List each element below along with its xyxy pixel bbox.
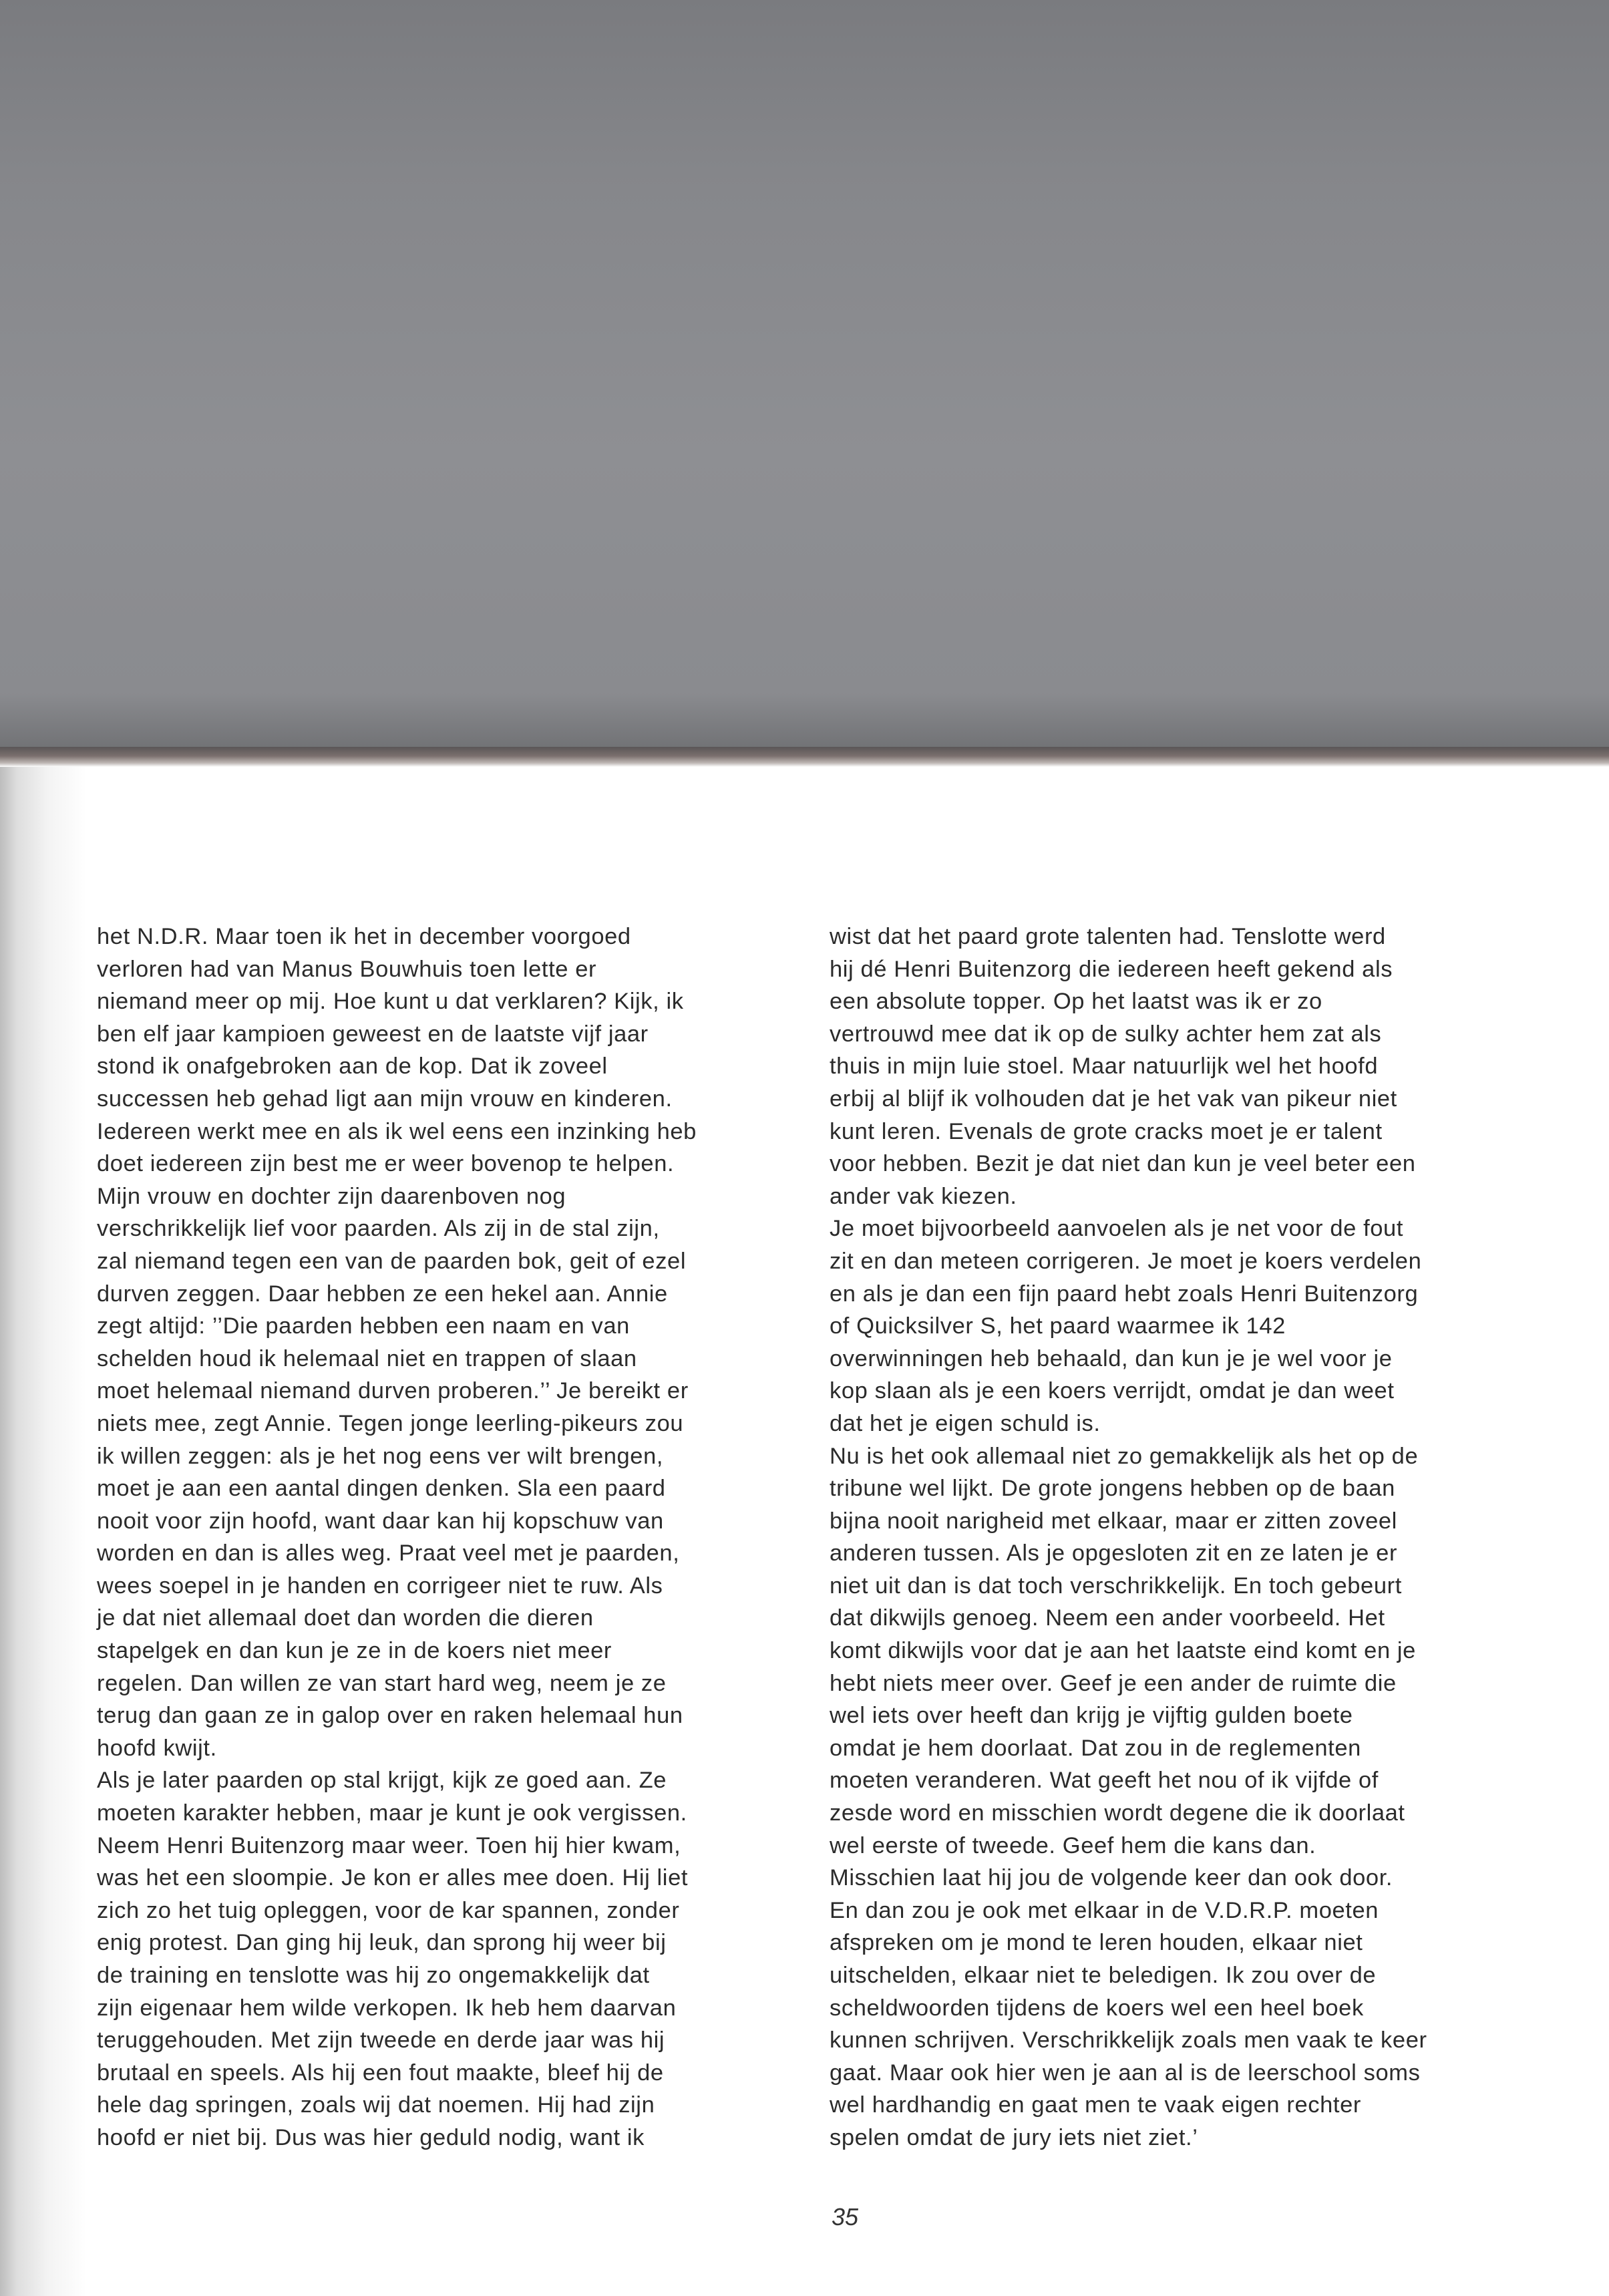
- right-text-column: [830, 921, 1517, 2154]
- text-line: kop slaan als je een koers verrijdt, omdat je dan weet: [830, 1378, 1395, 1404]
- text-line: dat het je eigen schuld is.: [830, 1410, 1101, 1436]
- text-line: erbij al blijf ik volhouden dat je het vak van pikeur niet: [830, 1086, 1397, 1112]
- text-line: En dan zou je ook met elkaar in de V.D.R.P. moeten: [830, 1897, 1379, 1923]
- text-line: voor hebben. Bezit je dat niet dan kun je veel beter een: [830, 1151, 1416, 1177]
- text-line: zal niemand tegen een van de paarden bok, geit of ezel: [97, 1248, 687, 1274]
- text-line: moeten veranderen. Wat geeft het nou of ik vijfde of: [830, 1768, 1379, 1794]
- text-line: wees soepel in je handen en corrigeer niet te ruw. Als: [97, 1573, 663, 1599]
- text-line: stapelgek en dan kun je ze in de koers niet meer: [97, 1638, 612, 1664]
- page-number: 35: [832, 2203, 859, 2231]
- text-line: Mijn vrouw en dochter zijn daarenboven nog: [97, 1183, 566, 1209]
- text-line: zesde word en misschien wordt degene die ik doorlaat: [830, 1800, 1405, 1826]
- text-line: gaat. Maar ook hier wen je aan al is de leerschool soms: [830, 2060, 1421, 2086]
- text-line: Misschien laat hij jou de volgende keer dan ook door.: [830, 1865, 1393, 1891]
- text-line: moet je aan een aantal dingen denken. Sla een paard: [97, 1476, 666, 1502]
- text-line: wist dat het paard grote talenten had. Tenslotte werd: [830, 924, 1386, 949]
- text-line: kunt leren. Evenals de grote cracks moet je er talent: [830, 1118, 1383, 1144]
- text-line: anderen tussen. Als je opgesloten zit en ze laten je er: [830, 1540, 1398, 1567]
- text-line: ander vak kiezen.: [830, 1183, 1017, 1209]
- text-line: of Quicksilver S, het paard waarmee ik 142: [830, 1313, 1286, 1339]
- text-line: teruggehouden. Met zijn tweede en derde jaar was hij: [97, 2027, 665, 2054]
- text-line: terug dan gaan ze in galop over en raken helemaal hun: [97, 1703, 683, 1729]
- text-line: schelden houd ik helemaal niet en trappen of slaan: [97, 1345, 637, 1371]
- photo-area: [0, 0, 1609, 754]
- text-line: Iedereen werkt mee en als ik wel eens een inzinking heb: [97, 1118, 697, 1144]
- photo-bottom-edge: [0, 747, 1609, 767]
- text-line: omdat je hem doorlaat. Dat zou in de reglementen: [830, 1735, 1361, 1761]
- text-line: verschrikkelijk lief voor paarden. Als zij in de stal zijn,: [97, 1216, 660, 1242]
- text-line: spelen omdat de jury iets niet ziet.’: [830, 2124, 1198, 2150]
- text-line: niet uit dan is dat toch verschrikkelijk. En toch gebeurt: [830, 1573, 1402, 1599]
- text-line: hele dag springen, zoals wij dat noemen. Hij had zijn: [97, 2092, 655, 2118]
- text-line: hoofd kwijt.: [97, 1735, 217, 1761]
- text-line: Neem Henri Buitenzorg maar weer. Toen hij hier kwam,: [97, 1832, 681, 1858]
- text-line: uitschelden, elkaar niet te beledigen. Ik zou over de: [830, 1963, 1377, 1988]
- text-line: Nu is het ook allemaal niet zo gemakkelijk als het op de: [830, 1443, 1419, 1469]
- text-line: hij dé Henri Buitenzorg die iedereen heeft gekend als: [830, 956, 1393, 982]
- text-line: hoofd er niet bij. Dus was hier geduld nodig, want ik: [97, 2124, 645, 2150]
- text-line: ben elf jaar kampioen geweest en de laatste vijf jaar: [97, 1021, 649, 1047]
- text-line: Als je later paarden op stal krijgt, kijk ze goed aan. Ze: [97, 1768, 667, 1794]
- text-line: worden en dan is alles weg. Praat veel met je paarden,: [97, 1540, 680, 1567]
- left-text-column: [97, 921, 785, 2154]
- text-line: en als je dan een fijn paard hebt zoals Henri Buitenzorg: [830, 1281, 1419, 1307]
- text-line: wel eerste of tweede. Geef hem die kans dan.: [830, 1832, 1316, 1858]
- text-line: je dat niet allemaal doet dan worden die dieren: [97, 1605, 594, 1631]
- text-line: scheldwoorden tijdens de koers wel een heel boek: [830, 1995, 1364, 2021]
- text-line: zit en dan meteen corrigeren. Je moet je koers verdelen: [830, 1248, 1422, 1274]
- text-line: moeten karakter hebben, maar je kunt je ook vergissen.: [97, 1800, 687, 1826]
- text-line: de training en tenslotte was hij zo ongemakkelijk dat: [97, 1963, 650, 1988]
- text-line: thuis in mijn luie stoel. Maar natuurlijk wel het hoofd: [830, 1053, 1379, 1080]
- binding-shadow: [0, 767, 87, 2296]
- text-line: nooit voor zijn hoofd, want daar kan hij kopschuw van: [97, 1508, 664, 1534]
- text-line: komt dikwijls voor dat je aan het laatste eind komt en je: [830, 1638, 1416, 1664]
- text-line: hebt niets meer over. Geef je een ander de ruimte die: [830, 1670, 1397, 1696]
- text-line: zich zo het tuig opleggen, voor de kar spannen, zonder: [97, 1897, 680, 1923]
- text-line: bijna nooit narigheid met elkaar, maar er zitten zoveel: [830, 1508, 1397, 1534]
- text-line: tribune wel lijkt. De grote jongens hebben op de baan: [830, 1476, 1395, 1502]
- text-line: niemand meer op mij. Hoe kunt u dat verklaren? Kijk, ik: [97, 989, 684, 1015]
- text-line: regelen. Dan willen ze van start hard weg, neem je ze: [97, 1670, 667, 1696]
- text-line: ik willen zeggen: als je het nog eens ver wilt brengen,: [97, 1443, 664, 1469]
- text-line: overwinningen heb behaald, dan kun je je wel voor je: [830, 1345, 1393, 1371]
- text-line: Je moet bijvoorbeeld aanvoelen als je net voor de fout: [830, 1216, 1404, 1242]
- text-line: een absolute topper. Op het laatst was ik er zo: [830, 989, 1322, 1015]
- text-line: enig protest. Dan ging hij leuk, dan sprong hij weer bij: [97, 1930, 667, 1956]
- text-line: doet iedereen zijn best me er weer bovenop te helpen.: [97, 1151, 675, 1177]
- text-line: verloren had van Manus Bouwhuis toen lette er: [97, 956, 597, 982]
- text-line: vertrouwd mee dat ik op de sulky achter hem zat als: [830, 1021, 1382, 1047]
- text-line: het N.D.R. Maar toen ik het in december voorgoed: [97, 924, 631, 949]
- text-line: brutaal en speels. Als hij een fout maakte, bleef hij de: [97, 2060, 664, 2086]
- text-line: was het een sloompie. Je kon er alles mee doen. Hij liet: [97, 1865, 689, 1891]
- text-line: wel hardhandig en gaat men te vaak eigen rechter: [830, 2092, 1361, 2118]
- text-line: moet helemaal niemand durven proberen.’’ Je bereikt er: [97, 1378, 689, 1404]
- text-line: zijn eigenaar hem wilde verkopen. Ik heb hem daarvan: [97, 1995, 677, 2021]
- text-line: dat dikwijls genoeg. Neem een ander voorbeeld. Het: [830, 1605, 1385, 1631]
- text-line: zegt altijd: ’’Die paarden hebben een naam en van: [97, 1313, 630, 1339]
- text-line: niets mee, zegt Annie. Tegen jonge leerling-pikeurs zou: [97, 1410, 684, 1436]
- text-line: durven zeggen. Daar hebben ze een hekel aan. Annie: [97, 1281, 668, 1307]
- text-line: afspreken om je mond te leren houden, elkaar niet: [830, 1930, 1363, 1956]
- text-line: kunnen schrijven. Verschrikkelijk zoals men vaak te keer: [830, 2027, 1427, 2054]
- text-line: successen heb gehad ligt aan mijn vrouw en kinderen.: [97, 1086, 673, 1112]
- text-line: wel iets over heeft dan krijg je vijftig gulden boete: [830, 1703, 1353, 1729]
- text-line: stond ik onafgebroken aan de kop. Dat ik zoveel: [97, 1053, 608, 1080]
